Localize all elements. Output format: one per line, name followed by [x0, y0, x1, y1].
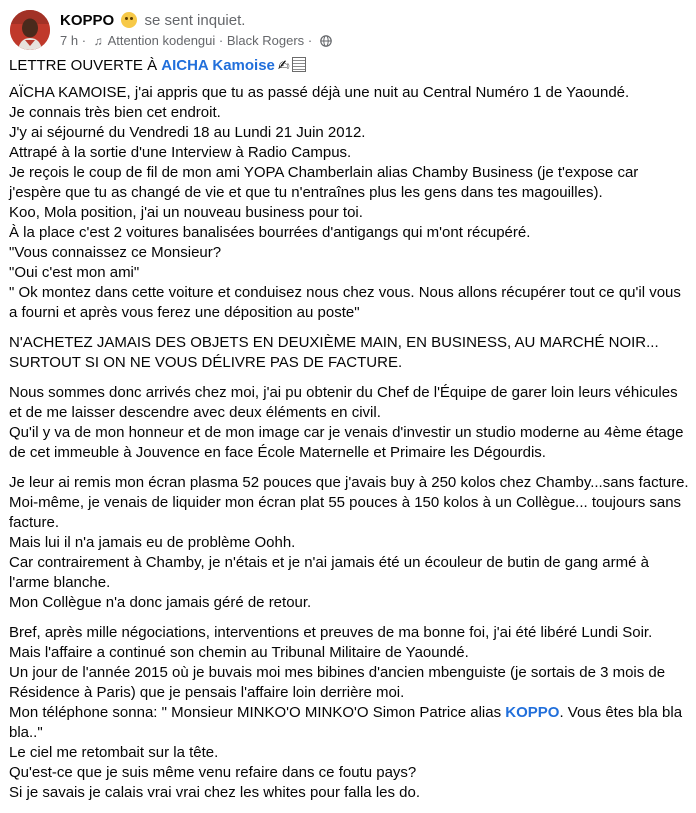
paragraph-1 [9, 83, 689, 323]
post-time[interactable]: 7 h [60, 33, 79, 48]
paragraph-2 [9, 333, 689, 373]
song-title[interactable]: Attention kodengui [107, 33, 216, 48]
post-header [0, 0, 696, 62]
worried-face-icon [121, 12, 137, 28]
text-line: Mais l'affaire a continué son chemin au Tribunal Militaire de Yaoundé. [9, 644, 469, 661]
mention-link[interactable]: KOPPO [505, 704, 560, 721]
feeling-text: se sent inquiet. [144, 12, 246, 29]
meta-separator: · [81, 33, 87, 48]
text-line: Je leur ai remis mon écran plasma 52 pouces que j'avais buy à 250 kolos chez Chamby...sans facture. [9, 474, 689, 491]
text-line: Bref, après mille négociations, interventions et preuves de ma bonne foi, j'ai été libéré Lundi Soir. [9, 624, 653, 641]
text-line: J'y ai séjourné du Vendredi 18 au Lundi 21 Juin 2012. [9, 124, 366, 141]
text-line: Je connais très bien cet endroit. [9, 104, 221, 121]
text-line: Car contrairement à Chamby, je n'étais et je n'ai jamais été un écouleur de butin de gang armé à l'arme blanche. [9, 554, 649, 591]
mention-link[interactable]: AICHA Kamoise [161, 57, 275, 74]
writing-hand-icon: ✍ [277, 57, 290, 73]
text-line: Mais lui il n'a jamais eu de problème Oohh. [9, 534, 296, 551]
text-line: Si je savais je calais vrai vrai chez les whites pour falla les do. [9, 784, 421, 801]
text-line: "Vous connaissez ce Monsieur? [9, 244, 222, 261]
paragraph-3 [9, 383, 689, 463]
text-line: Qu'est-ce que je suis même venu refaire dans ce foutu pays? [9, 764, 417, 781]
text-line: Nous sommes donc arrivés chez moi, j'ai pu obtenir du Chef de l'Équipe de garer loin leurs véhicules et de me laisser descendre avec deux éléments en civil. [9, 384, 678, 421]
title-prefix: LETTRE OUVERTE À [9, 57, 162, 74]
text-line: À la place c'est 2 voitures banalisées bourrées d'antigangs qui m'ont récupéré. [9, 224, 531, 241]
text-line: " Ok montez dans cette voiture et conduisez nous chez vous. Nous allons récupérer tout ce qu'il vous a fourni et après vous ferez une déposition au poste" [9, 284, 681, 321]
text-line: Je reçois le coup de fil de mon ami YOPA Chamberlain alias Chamby Business (je t'expose car j'espère que tu as changé de vie et que tu n'entraînes plus les gens dans tes magouilles). [9, 164, 639, 201]
text-line: "Oui c'est mon ami" [9, 264, 140, 281]
song-artist[interactable]: Black Rogers [226, 33, 305, 48]
paragraph-5 [9, 623, 689, 803]
memo-icon [292, 57, 306, 72]
text-line: Qu'il y va de mon honneur et de mon image car je venais d'investir un studio moderne au 4ème étage de cet immeuble à Jouvence en face École Maternelle et Primaire les Dégourdis. [9, 424, 684, 461]
author-name[interactable]: KOPPO [60, 12, 115, 29]
text-line: Attrapé à la sortie d'une Interview à Radio Campus. [9, 144, 352, 161]
globe-icon[interactable] [320, 34, 332, 52]
text-line: SURTOUT SI ON NE VOUS DÉLIVRE PAS DE FACTURE. [9, 354, 403, 371]
text-line: Le ciel me retombait sur la tête. [9, 744, 219, 761]
text-line: Un jour de l'année 2015 où je buvais moi mes bibines d'ancien mbenguiste (je sortais de 3 mois de Résidence à Paris) que je pensais l'affaire loin derrière moi. [9, 664, 666, 701]
profile-photo [10, 10, 50, 50]
avatar[interactable] [10, 10, 50, 50]
text-line: Mon Collègue n'a donc jamais géré de retour. [9, 594, 312, 611]
post-meta [60, 32, 332, 52]
music-note-icon: ♫ [93, 34, 103, 48]
text-line: AÏCHA KAMOISE, j'ai appris que tu as passé déjà une nuit au Central Numéro 1 de Yaoundé. [9, 84, 630, 101]
text-line: N'ACHETEZ JAMAIS DES OBJETS EN DEUXIÈME MAIN, EN BUSINESS, AU MARCHÉ NOIR... [9, 334, 659, 351]
author-line [60, 11, 245, 31]
text-line: Moi-même, je venais de liquider mon écran plat 55 pouces à 150 kolos à un Collègue... toujours sans facture. [9, 494, 682, 531]
paragraph-4 [9, 473, 689, 613]
meta-separator: · [218, 33, 224, 48]
text-line: Mon téléphone sonna: " Monsieur MINKO'O MINKO'O Simon Patrice alias [9, 704, 506, 721]
post-title [9, 55, 689, 76]
text-line: Koo, Mola position, j'ai un nouveau business pour toi. [9, 204, 363, 221]
text-line: . Vous êtes bla bla bla.." [9, 704, 683, 741]
post-body [9, 55, 689, 813]
meta-separator: · [307, 33, 313, 48]
